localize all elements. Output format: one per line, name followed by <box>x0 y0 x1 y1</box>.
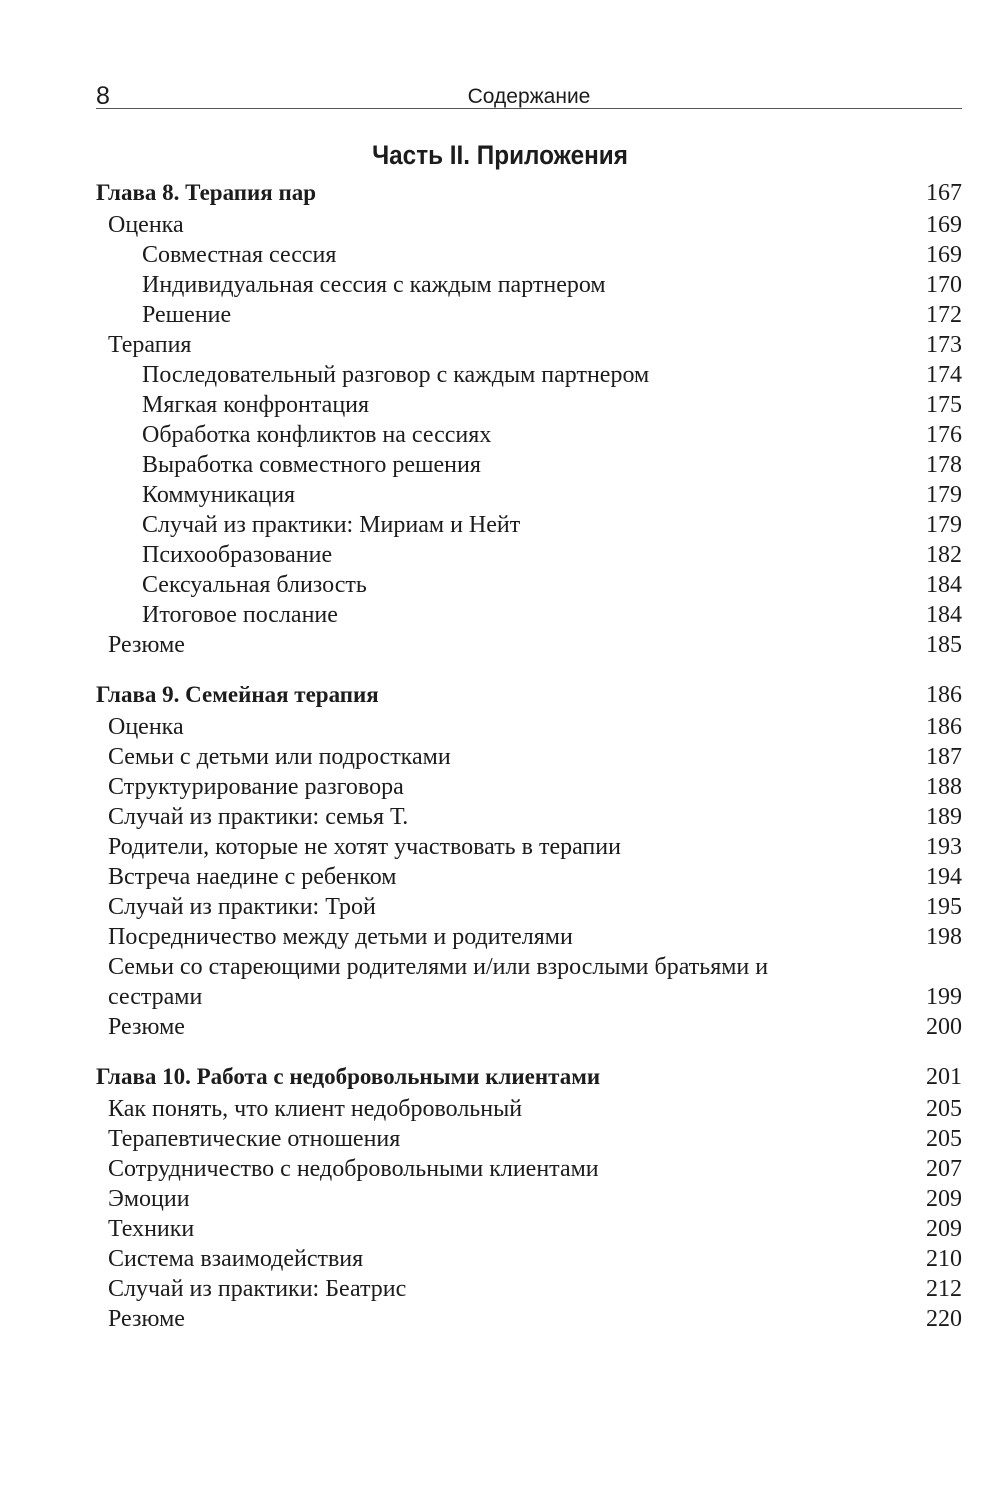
entry-label: Совместная сессия <box>142 242 337 268</box>
toc-entry[interactable] <box>96 832 962 862</box>
entry-page: 200 <box>926 1014 962 1040</box>
chapter-spacer <box>96 660 962 678</box>
entry-page: 172 <box>926 302 962 328</box>
entry-label: Оценка <box>108 212 184 238</box>
chapter-spacer <box>96 1042 962 1060</box>
entry-page: 205 <box>926 1126 962 1152</box>
entry-label: Эмоции <box>108 1186 190 1212</box>
toc-entry[interactable] <box>96 742 962 772</box>
entry-page: 220 <box>926 1306 962 1332</box>
toc-entry[interactable] <box>96 1274 962 1304</box>
toc-entry[interactable] <box>96 1012 962 1042</box>
toc-entry[interactable] <box>96 330 962 360</box>
toc-entry[interactable] <box>96 300 962 330</box>
entry-label: Посредничество между детьми и родителями <box>108 924 573 950</box>
toc-entry[interactable] <box>96 240 962 270</box>
toc-entry[interactable] <box>96 210 962 240</box>
entry-label: Сексуальная близость <box>142 572 367 598</box>
entry-page: 185 <box>926 632 962 658</box>
entry-page: 189 <box>926 804 962 830</box>
entry-page: 173 <box>926 332 962 358</box>
entry-label: Резюме <box>108 1306 185 1332</box>
toc-entry[interactable] <box>96 1184 962 1214</box>
chapter-heading[interactable] <box>96 678 962 712</box>
entry-label: Терапия <box>108 332 192 358</box>
toc-entry[interactable] <box>96 922 962 952</box>
entry-label: Структурирование разговора <box>108 774 404 800</box>
toc-entry[interactable] <box>96 570 962 600</box>
entry-label: Оценка <box>108 714 184 740</box>
entry-page: 175 <box>926 392 962 418</box>
chapter-title: Глава 8. Терапия пар <box>96 180 317 205</box>
entry-page: 210 <box>926 1246 962 1272</box>
entry-page: 179 <box>926 482 962 508</box>
entry-label: Случай из практики: Трой <box>108 894 376 920</box>
entry-page: 199 <box>926 984 962 1010</box>
toc-entry[interactable] <box>96 360 962 390</box>
entry-label: Встреча наедине с ребенком <box>108 864 397 890</box>
entry-page: 174 <box>926 362 962 388</box>
chapter-page: 167 <box>926 180 962 206</box>
toc-entry[interactable] <box>96 480 962 510</box>
entry-label: Мягкая конфронтация <box>142 392 370 418</box>
running-title: Содержание <box>467 85 591 108</box>
entry-label: Резюме <box>108 632 185 658</box>
entry-label: Последовательный разговор с каждым партнером <box>142 362 650 388</box>
entry-label: Семьи со стареющими родителями и/или взрослыми братьями и сестрами <box>108 954 769 1010</box>
toc-entry[interactable] <box>96 862 962 892</box>
entry-label: Индивидуальная сессия с каждым партнером <box>142 272 606 298</box>
entry-label: Случай из практики: семья Т. <box>108 804 409 830</box>
entry-page: 209 <box>926 1186 962 1212</box>
entry-page: 169 <box>926 242 962 268</box>
entry-label: Решение <box>142 302 232 328</box>
entry-label: Сотрудничество с недобровольными клиентами <box>108 1156 599 1182</box>
entry-page: 212 <box>926 1276 962 1302</box>
entry-page: 198 <box>926 924 962 950</box>
entry-label: Родители, которые не хотят участвовать в терапии <box>108 834 621 860</box>
toc-entry[interactable] <box>96 510 962 540</box>
entry-page: 195 <box>926 894 962 920</box>
toc-entry[interactable] <box>96 1214 962 1244</box>
entry-page: 176 <box>926 422 962 448</box>
toc-entry[interactable] <box>96 630 962 660</box>
entry-page: 178 <box>926 452 962 478</box>
entry-label: Выработка совместного решения <box>142 452 481 478</box>
entry-label: Система взаимодействия <box>108 1246 364 1272</box>
chapter-title: Глава 9. Семейная терапия <box>96 682 379 707</box>
entry-label: Итоговое послание <box>142 602 338 628</box>
toc-entry[interactable] <box>96 1094 962 1124</box>
entry-page: 187 <box>926 744 962 770</box>
toc-entry[interactable] <box>96 540 962 570</box>
entry-page: 193 <box>926 834 962 860</box>
toc-entry[interactable] <box>96 952 962 1012</box>
entry-page: 184 <box>926 602 962 628</box>
toc-entry[interactable] <box>96 772 962 802</box>
entry-page: 169 <box>926 212 962 238</box>
toc-entry[interactable] <box>96 892 962 922</box>
entry-page: 182 <box>926 542 962 568</box>
chapter-title: Глава 10. Работа с недобровольными клиентами <box>96 1064 601 1089</box>
entry-label: Терапевтические отношения <box>108 1126 401 1152</box>
entry-label: Обработка конфликтов на сессиях <box>142 422 492 448</box>
entry-page: 170 <box>926 272 962 298</box>
toc-entry[interactable] <box>96 420 962 450</box>
table-of-contents <box>96 176 962 1334</box>
entry-label: Семьи с детьми или подростками <box>108 744 451 770</box>
entry-page: 209 <box>926 1216 962 1242</box>
page-number: 8 <box>96 82 110 110</box>
entry-label: Психообразование <box>142 542 333 568</box>
chapter-page: 186 <box>926 682 962 708</box>
entry-label: Случай из практики: Мириам и Нейт <box>142 512 521 538</box>
entry-page: 205 <box>926 1096 962 1122</box>
chapter-heading[interactable] <box>96 176 962 210</box>
chapter-page: 201 <box>926 1064 962 1090</box>
entry-label: Случай из практики: Беатрис <box>108 1276 407 1302</box>
toc-entry[interactable] <box>96 802 962 832</box>
entry-page: 184 <box>926 572 962 598</box>
toc-entry[interactable] <box>96 1304 962 1334</box>
entry-page: 179 <box>926 512 962 538</box>
entry-page: 186 <box>926 714 962 740</box>
entry-page: 207 <box>926 1156 962 1182</box>
toc-entry[interactable] <box>96 1124 962 1154</box>
entry-label: Как понять, что клиент недобровольный <box>108 1096 523 1122</box>
entry-page: 188 <box>926 774 962 800</box>
entry-label: Техники <box>108 1216 195 1242</box>
entry-page: 194 <box>926 864 962 890</box>
toc-entry[interactable] <box>96 270 962 300</box>
toc-entry[interactable] <box>96 1244 962 1274</box>
entry-label: Резюме <box>108 1014 185 1040</box>
toc-entry[interactable] <box>96 390 962 420</box>
toc-entry[interactable] <box>96 712 962 742</box>
running-head <box>96 78 962 109</box>
entry-label: Коммуникация <box>142 482 296 508</box>
part-title: Часть II. Приложения <box>372 140 628 170</box>
toc-entry[interactable] <box>96 1154 962 1184</box>
chapter-heading[interactable] <box>96 1060 962 1094</box>
toc-entry[interactable] <box>96 600 962 630</box>
toc-entry[interactable] <box>96 450 962 480</box>
